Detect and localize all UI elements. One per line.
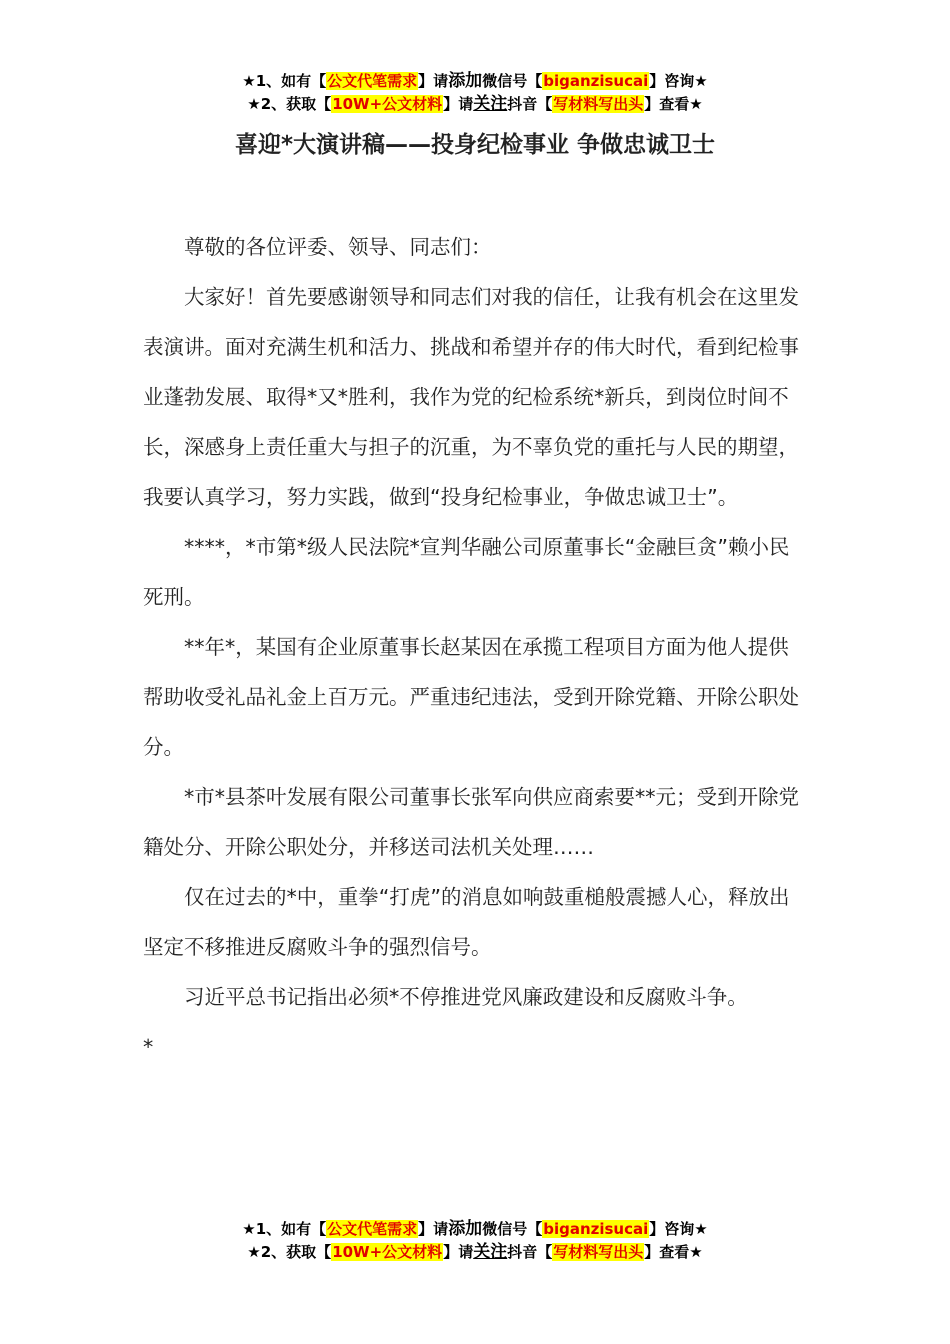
wechat-id-highlight: biganzisucai [543, 1220, 649, 1238]
banner-text: ★2、获取【 [247, 1243, 332, 1261]
douyin-id-highlight: 写材料写出头 [553, 95, 644, 113]
banner-line-1 [0, 70, 950, 93]
document-title: 喜迎*大演讲稿——投身纪检事业 争做忠诚卫士 [234, 132, 716, 158]
banner-emphasis: 关注 [473, 94, 508, 114]
banner-emphasis: 添加 [448, 71, 483, 91]
banner-text: 微信号【 [482, 72, 543, 90]
banner-text: ★1、如有【 [242, 1220, 327, 1238]
banner-highlight: 10W+公文材料 [332, 95, 443, 113]
banner-text: 】咨询★ [649, 72, 708, 90]
banner-emphasis: 关注 [473, 1242, 508, 1262]
banner-emphasis: 添加 [448, 1219, 483, 1239]
douyin-id-highlight: 写材料写出头 [553, 1243, 644, 1261]
banner-text: 】请 [443, 1243, 474, 1261]
wechat-id-highlight: biganzisucai [543, 72, 649, 90]
banner-highlight: 10W+公文材料 [332, 1243, 443, 1261]
banner-text: 】请 [418, 72, 449, 90]
banner-text: 】查看★ [644, 95, 703, 113]
paragraph-salutation: 尊敬的各位评委、领导、同志们： [184, 235, 492, 259]
banner-text: ★1、如有【 [242, 72, 327, 90]
paragraph: **年*，某国有企业原董事长赵某因在承揽工程项目方面为他人提供帮助收受礼品礼金上百万元。严重违纪违法，受到开除党籍、开除公职处分。 [143, 635, 799, 759]
paragraph: ****，*市第*级人民法院*宣判华融公司原董事长“金融巨贪”赖小民死刑。 [143, 535, 790, 609]
banner-line-2 [0, 1241, 950, 1264]
trailing-mark: * [143, 1035, 154, 1059]
banner-text: 抖音【 [507, 1243, 553, 1261]
banner-text: 】请 [418, 1220, 449, 1238]
footer-banner [0, 1218, 950, 1264]
banner-text: ★2、获取【 [247, 95, 332, 113]
document-body [143, 222, 809, 1072]
header-banner [0, 70, 950, 116]
banner-text: 】咨询★ [649, 1220, 708, 1238]
banner-text: 微信号【 [482, 1220, 543, 1238]
paragraph: 习近平总书记指出必须*不停推进党风廉政建设和反腐败斗争。 [184, 985, 748, 1009]
banner-line-1 [0, 1218, 950, 1241]
banner-text: 】查看★ [644, 1243, 703, 1261]
paragraph: 仅在过去的*中，重拳“打虎”的消息如响鼓重槌般震撼人心，释放出坚定不移推进反腐败斗争的强烈信号。 [143, 885, 790, 959]
banner-line-2 [0, 93, 950, 116]
banner-text: 抖音【 [507, 95, 553, 113]
paragraph: 大家好！首先要感谢领导和同志们对我的信任，让我有机会在这里发表演讲。面对充满生机和活力、挑战和希望并存的伟大时代，看到纪检事业蓬勃发展、取得*又*胜利，我作为党的纪检系统*新兵，到岗位时间不长，深感身上责任重大与担子的沉重，为不辜负党的重托与人民的期望，我要认真学习，努力实践，做到“投身纪检事业，争做忠诚卫士”。 [143, 285, 799, 509]
banner-highlight: 公文代笔需求 [327, 72, 418, 90]
paragraph: *市*县茶叶发展有限公司董事长张军向供应商索要**元；受到开除党籍处分、开除公职处分，并移送司法机关处理…… [143, 785, 799, 859]
banner-highlight: 公文代笔需求 [327, 1220, 418, 1238]
banner-text: 】请 [443, 95, 474, 113]
